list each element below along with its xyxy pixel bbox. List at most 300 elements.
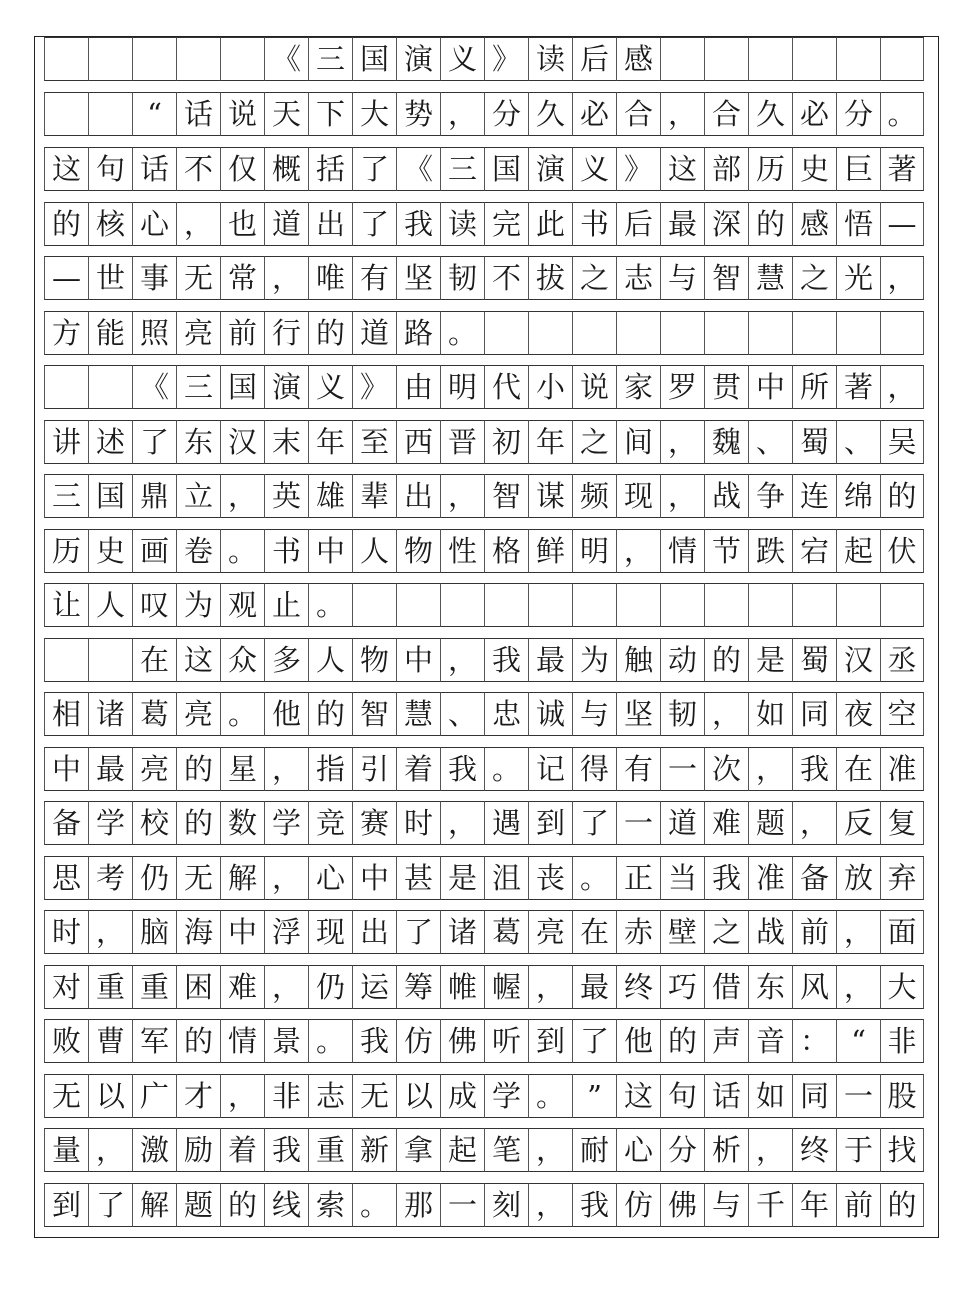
grid-cell: 年 — [308, 420, 352, 464]
grid-cell — [88, 365, 132, 409]
grid-cell — [88, 638, 132, 682]
grid-cell: 后 — [572, 37, 616, 81]
grid-row — [44, 1183, 924, 1227]
grid-cell: 义 — [440, 37, 484, 81]
grid-cell: 诚 — [528, 692, 572, 736]
grid-cell: ， — [660, 420, 704, 464]
grid-cell: 找 — [880, 1128, 924, 1172]
grid-cell: 合 — [704, 92, 748, 136]
grid-cell: 家 — [616, 365, 660, 409]
grid-cell: ， — [880, 365, 924, 409]
grid-cell: 在 — [836, 747, 880, 791]
grid-cell: 景 — [264, 1019, 308, 1063]
grid-cell: 年 — [792, 1183, 836, 1227]
grid-cell: 仅 — [220, 147, 264, 191]
grid-cell — [484, 583, 528, 627]
grid-cell: 无 — [44, 1074, 88, 1118]
grid-cell: 东 — [176, 420, 220, 464]
grid-cell: 我 — [440, 747, 484, 791]
grid-cell: 心 — [132, 202, 176, 246]
grid-cell: 准 — [748, 856, 792, 900]
grid-cell — [792, 583, 836, 627]
grid-cell: 常 — [220, 256, 264, 300]
grid-row — [44, 529, 924, 573]
grid-cell: 的 — [880, 1183, 924, 1227]
grid-cell: ， — [264, 747, 308, 791]
grid-cell: 悟 — [836, 202, 880, 246]
grid-cell: 备 — [44, 801, 88, 845]
grid-cell: 。 — [308, 1019, 352, 1063]
grid-cell: 亮 — [176, 692, 220, 736]
grid-cell: 风 — [792, 965, 836, 1009]
grid-cell: 以 — [88, 1074, 132, 1118]
grid-cell: 之 — [704, 910, 748, 954]
grid-cell: 如 — [748, 1074, 792, 1118]
grid-cell: 分 — [484, 92, 528, 136]
grid-cell: 亮 — [528, 910, 572, 954]
grid-cell: 这 — [616, 1074, 660, 1118]
grid-cell: 大 — [880, 965, 924, 1009]
grid-cell: 。 — [352, 1183, 396, 1227]
grid-cell: 止 — [264, 583, 308, 627]
grid-cell: 巧 — [660, 965, 704, 1009]
grid-cell: 方 — [44, 311, 88, 355]
grid-cell: ， — [528, 965, 572, 1009]
grid-cell: 中 — [44, 747, 88, 791]
grid-cell: 间 — [616, 420, 660, 464]
grid-cell: 我 — [572, 1183, 616, 1227]
grid-row — [44, 1074, 924, 1118]
grid-cell: 之 — [572, 420, 616, 464]
grid-cell: 史 — [792, 147, 836, 191]
grid-cell: 路 — [396, 311, 440, 355]
grid-cell: 心 — [616, 1128, 660, 1172]
grid-cell: 重 — [308, 1128, 352, 1172]
grid-cell: 初 — [484, 420, 528, 464]
grid-cell: 难 — [704, 801, 748, 845]
grid-cell: ， — [660, 92, 704, 136]
grid-cell: 句 — [88, 147, 132, 191]
grid-cell: 节 — [704, 529, 748, 573]
grid-cell: 葛 — [132, 692, 176, 736]
grid-cell: 出 — [308, 202, 352, 246]
grid-cell: 势 — [396, 92, 440, 136]
grid-cell: 汉 — [836, 638, 880, 682]
grid-cell: 道 — [264, 202, 308, 246]
grid-cell: 我 — [264, 1128, 308, 1172]
grid-cell: 完 — [484, 202, 528, 246]
grid-cell: ， — [264, 256, 308, 300]
grid-cell: 争 — [748, 474, 792, 518]
grid-cell: 校 — [132, 801, 176, 845]
grid-cell: 到 — [528, 801, 572, 845]
grid-cell: 演 — [264, 365, 308, 409]
grid-cell: 频 — [572, 474, 616, 518]
grid-cell: 读 — [440, 202, 484, 246]
grid-cell: 三 — [440, 147, 484, 191]
grid-cell: 相 — [44, 692, 88, 736]
grid-cell: 中 — [748, 365, 792, 409]
grid-cell: ， — [88, 910, 132, 954]
grid-cell: 物 — [352, 638, 396, 682]
grid-cell: 沮 — [484, 856, 528, 900]
grid-cell: 巨 — [836, 147, 880, 191]
grid-cell: 星 — [220, 747, 264, 791]
grid-cell: 西 — [396, 420, 440, 464]
grid-cell: ， — [792, 801, 836, 845]
grid-cell: ， — [88, 1128, 132, 1172]
grid-cell — [748, 37, 792, 81]
grid-cell: 曹 — [88, 1019, 132, 1063]
grid-cell: 现 — [308, 910, 352, 954]
grid-cell — [748, 583, 792, 627]
grid-cell: 于 — [836, 1128, 880, 1172]
grid-cell: 无 — [176, 256, 220, 300]
grid-cell: 分 — [660, 1128, 704, 1172]
grid-cell: 动 — [660, 638, 704, 682]
grid-cell: 的 — [880, 474, 924, 518]
grid-cell: 海 — [176, 910, 220, 954]
grid-cell: 亮 — [176, 311, 220, 355]
grid-cell: 同 — [792, 1074, 836, 1118]
grid-cell: 这 — [660, 147, 704, 191]
grid-cell: 。 — [308, 583, 352, 627]
grid-cell: 以 — [396, 1074, 440, 1118]
grid-cell: 复 — [880, 801, 924, 845]
grid-cell: ， — [176, 202, 220, 246]
grid-cell: 我 — [352, 1019, 396, 1063]
grid-cell: 道 — [660, 801, 704, 845]
grid-cell: 话 — [132, 147, 176, 191]
grid-cell: 放 — [836, 856, 880, 900]
grid-cell: 那 — [396, 1183, 440, 1227]
grid-row — [44, 474, 924, 518]
grid-cell: 跌 — [748, 529, 792, 573]
grid-cell: 夜 — [836, 692, 880, 736]
grid-cell: 思 — [44, 856, 88, 900]
grid-cell: 情 — [660, 529, 704, 573]
grid-cell: ， — [660, 474, 704, 518]
grid-cell: 史 — [88, 529, 132, 573]
grid-cell: 广 — [132, 1074, 176, 1118]
grid-cell: 起 — [836, 529, 880, 573]
grid-cell: ， — [528, 1128, 572, 1172]
grid-cell: 考 — [88, 856, 132, 900]
grid-cell: ， — [748, 747, 792, 791]
grid-cell: 、 — [440, 692, 484, 736]
grid-cell: 汉 — [220, 420, 264, 464]
grid-cell: 题 — [748, 801, 792, 845]
grid-cell: 为 — [572, 638, 616, 682]
grid-cell: 的 — [308, 311, 352, 355]
grid-cell: 演 — [528, 147, 572, 191]
grid-cell: 唯 — [308, 256, 352, 300]
grid-cell: 借 — [704, 965, 748, 1009]
grid-cell: 国 — [484, 147, 528, 191]
grid-cell: 韧 — [660, 692, 704, 736]
grid-cell: 帷 — [440, 965, 484, 1009]
grid-cell: 观 — [220, 583, 264, 627]
grid-cell: 丞 — [880, 638, 924, 682]
grid-cell: 物 — [396, 529, 440, 573]
grid-cell: 蜀 — [792, 638, 836, 682]
grid-cell: 著 — [880, 147, 924, 191]
grid-cell: 。 — [220, 692, 264, 736]
grid-cell: 难 — [220, 965, 264, 1009]
grid-cell — [44, 92, 88, 136]
grid-cell: 到 — [528, 1019, 572, 1063]
grid-cell — [792, 311, 836, 355]
grid-cell: 蜀 — [792, 420, 836, 464]
grid-cell: 也 — [220, 202, 264, 246]
grid-cell: 中 — [308, 529, 352, 573]
grid-cell: ， — [616, 529, 660, 573]
grid-cell: 千 — [748, 1183, 792, 1227]
grid-cell: 》 — [484, 37, 528, 81]
grid-cell: ： — [792, 1019, 836, 1063]
grid-cell: 最 — [660, 202, 704, 246]
grid-cell: 罗 — [660, 365, 704, 409]
grid-cell: 久 — [748, 92, 792, 136]
grid-cell: 我 — [484, 638, 528, 682]
grid-cell: 有 — [352, 256, 396, 300]
grid-cell: 众 — [220, 638, 264, 682]
grid-cell: 书 — [572, 202, 616, 246]
grid-cell: 国 — [220, 365, 264, 409]
grid-cell — [616, 311, 660, 355]
grid-cell: ， — [440, 638, 484, 682]
grid-cell: 脑 — [132, 910, 176, 954]
grid-cell: 前 — [792, 910, 836, 954]
grid-cell: 鲜 — [528, 529, 572, 573]
grid-cell — [792, 37, 836, 81]
grid-cell: 仍 — [132, 856, 176, 900]
grid-cell: 必 — [572, 92, 616, 136]
grid-cell: 智 — [352, 692, 396, 736]
grid-cell: 最 — [88, 747, 132, 791]
grid-cell: 了 — [352, 202, 396, 246]
grid-cell: 三 — [44, 474, 88, 518]
grid-cell: 的 — [220, 1183, 264, 1227]
grid-cell: 小 — [528, 365, 572, 409]
grid-cell: 我 — [792, 747, 836, 791]
grid-cell: 感 — [616, 37, 660, 81]
grid-cell: 历 — [748, 147, 792, 191]
grid-cell: 行 — [264, 311, 308, 355]
grid-cell: 才 — [176, 1074, 220, 1118]
grid-cell: 出 — [352, 910, 396, 954]
grid-cell: 最 — [572, 965, 616, 1009]
grid-cell: 同 — [792, 692, 836, 736]
grid-cell: 我 — [396, 202, 440, 246]
grid-cell — [352, 583, 396, 627]
grid-cell: 指 — [308, 747, 352, 791]
grid-cell: 最 — [528, 638, 572, 682]
grid-cell: 仿 — [616, 1183, 660, 1227]
grid-cell: 末 — [264, 420, 308, 464]
grid-cell: 音 — [748, 1019, 792, 1063]
grid-cell: 坚 — [616, 692, 660, 736]
grid-cell: 韧 — [440, 256, 484, 300]
grid-cell: 。 — [528, 1074, 572, 1118]
grid-row — [44, 747, 924, 791]
grid-cell: 葛 — [484, 910, 528, 954]
grid-cell: ， — [836, 965, 880, 1009]
grid-cell: 仍 — [308, 965, 352, 1009]
grid-cell: 时 — [44, 910, 88, 954]
composition-paper — [34, 36, 939, 1238]
grid-cell: 与 — [660, 256, 704, 300]
grid-cell: 下 — [308, 92, 352, 136]
grid-cell: 合 — [616, 92, 660, 136]
grid-cell: 为 — [176, 583, 220, 627]
grid-cell: 着 — [220, 1128, 264, 1172]
grid-cell: 股 — [880, 1074, 924, 1118]
grid-cell: ， — [264, 965, 308, 1009]
grid-cell: 世 — [88, 256, 132, 300]
grid-cell: 道 — [352, 311, 396, 355]
grid-cell: 三 — [176, 365, 220, 409]
grid-cell: ， — [528, 1183, 572, 1227]
grid-cell: 与 — [704, 1183, 748, 1227]
grid-cell — [836, 583, 880, 627]
grid-cell — [660, 37, 704, 81]
grid-cell: 分 — [836, 92, 880, 136]
grid-cell: 赤 — [616, 910, 660, 954]
grid-cell: 一 — [660, 747, 704, 791]
grid-cell: 心 — [308, 856, 352, 900]
grid-cell: “ — [132, 92, 176, 136]
grid-cell: 壁 — [660, 910, 704, 954]
grid-cell: ， — [264, 856, 308, 900]
grid-cell: 引 — [352, 747, 396, 791]
grid-cell: 叹 — [132, 583, 176, 627]
grid-cell: 能 — [88, 311, 132, 355]
grid-cell: 画 — [132, 529, 176, 573]
grid-cell — [704, 583, 748, 627]
grid-cell — [220, 37, 264, 81]
grid-cell — [660, 311, 704, 355]
grid-cell: 解 — [132, 1183, 176, 1227]
grid-cell: 性 — [440, 529, 484, 573]
grid-cell: 当 — [660, 856, 704, 900]
grid-row — [44, 856, 924, 900]
grid-cell: 正 — [616, 856, 660, 900]
grid-cell: 连 — [792, 474, 836, 518]
grid-cell: 在 — [132, 638, 176, 682]
grid-cell: 后 — [616, 202, 660, 246]
grid-cell: 、 — [748, 420, 792, 464]
grid-cell: 弃 — [880, 856, 924, 900]
grid-cell: 学 — [264, 801, 308, 845]
grid-cell: 到 — [44, 1183, 88, 1227]
grid-cell: 人 — [88, 583, 132, 627]
grid-cell: 坚 — [396, 256, 440, 300]
grid-cell: “ — [836, 1019, 880, 1063]
grid-cell: 志 — [308, 1074, 352, 1118]
grid-row — [44, 1019, 924, 1063]
grid-cell — [396, 583, 440, 627]
grid-cell: 感 — [792, 202, 836, 246]
grid-cell: 了 — [132, 420, 176, 464]
grid-cell: 不 — [176, 147, 220, 191]
grid-cell: 浮 — [264, 910, 308, 954]
grid-cell: 。 — [484, 747, 528, 791]
grid-cell: 他 — [264, 692, 308, 736]
grid-cell: — — [44, 256, 88, 300]
grid-row — [44, 202, 924, 246]
grid-row — [44, 583, 924, 627]
grid-row — [44, 1128, 924, 1172]
grid-cell: 晋 — [440, 420, 484, 464]
grid-cell: 照 — [132, 311, 176, 355]
grid-cell: 新 — [352, 1128, 396, 1172]
grid-cell: 丧 — [528, 856, 572, 900]
grid-cell: 此 — [528, 202, 572, 246]
grid-cell: 之 — [792, 256, 836, 300]
grid-cell: 东 — [748, 965, 792, 1009]
grid-cell: ， — [836, 910, 880, 954]
grid-cell: 著 — [836, 365, 880, 409]
grid-cell: 《 — [132, 365, 176, 409]
grid-cell: 诸 — [88, 692, 132, 736]
grid-row — [44, 420, 924, 464]
grid-cell — [704, 311, 748, 355]
grid-cell: 志 — [616, 256, 660, 300]
grid-cell — [880, 583, 924, 627]
grid-cell: 深 — [704, 202, 748, 246]
grid-cell: 对 — [44, 965, 88, 1009]
grid-row — [44, 692, 924, 736]
grid-cell — [88, 37, 132, 81]
grid-cell: 辈 — [352, 474, 396, 518]
grid-cell: 卷 — [176, 529, 220, 573]
grid-cell: 战 — [704, 474, 748, 518]
grid-cell: 话 — [704, 1074, 748, 1118]
grid-cell: 刻 — [484, 1183, 528, 1227]
grid-cell: 久 — [528, 92, 572, 136]
grid-cell — [660, 583, 704, 627]
grid-cell: 记 — [528, 747, 572, 791]
grid-cell: 甚 — [396, 856, 440, 900]
grid-cell — [748, 311, 792, 355]
grid-cell — [572, 311, 616, 355]
grid-cell: 年 — [528, 420, 572, 464]
grid-cell — [836, 37, 880, 81]
grid-cell — [88, 92, 132, 136]
grid-cell: 义 — [572, 147, 616, 191]
grid-cell: 亮 — [132, 747, 176, 791]
grid-cell: 竞 — [308, 801, 352, 845]
grid-cell: 核 — [88, 202, 132, 246]
grid-cell: 学 — [88, 801, 132, 845]
grid-cell: 量 — [44, 1128, 88, 1172]
grid-cell — [616, 583, 660, 627]
grid-cell: ， — [220, 474, 264, 518]
grid-cell: 伏 — [880, 529, 924, 573]
grid-cell: 成 — [440, 1074, 484, 1118]
grid-cell: 他 — [616, 1019, 660, 1063]
grid-cell: 说 — [220, 92, 264, 136]
grid-cell: 索 — [308, 1183, 352, 1227]
grid-cell: 有 — [616, 747, 660, 791]
grid-cell: 天 — [264, 92, 308, 136]
grid-cell: 题 — [176, 1183, 220, 1227]
grid-cell: 得 — [572, 747, 616, 791]
grid-cell: 如 — [748, 692, 792, 736]
grid-row — [44, 365, 924, 409]
grid-cell: 中 — [220, 910, 264, 954]
